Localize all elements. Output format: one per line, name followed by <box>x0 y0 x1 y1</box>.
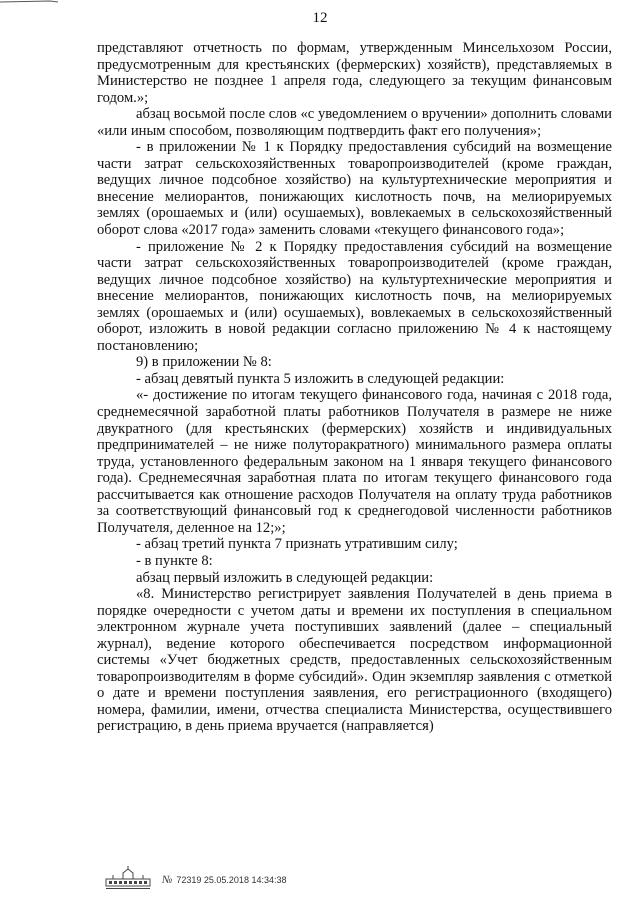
registration-stamp <box>162 874 286 886</box>
paragraph-4: - приложение № 2 к Порядку предоставления субсидий на возмещение части затрат сельскохозяйственных товаропроизводителей (кроме граждан, ведущих личное подсобное хозяйство) на культуртехнические мероприятия и внесение мелиорантов, понижающих кислотность почв, на мелиорируемых землях (орошаемых и (или) осушаемых), вовлекаемых в сельскохозяйственный оборот, изложить в новой редакции согласно приложению № 4 к настоящему постановлению; <box>97 238 612 354</box>
seal-logo-icon <box>105 866 151 890</box>
registration-footer <box>95 866 515 892</box>
registration-number-date: 72319 25.05.2018 14:34:38 <box>176 875 287 885</box>
paragraph-9: - в пункте 8: <box>136 552 213 569</box>
page-number: 12 <box>312 10 328 26</box>
paragraph-1: представляют отчетность по формам, утвержденным Минсельхозом России, предусмотренным для крестьянских (фермерских) хозяйств), представляемых в Министерство не позднее 1 апреля года, следующего за текущим финансовым годом.»; <box>97 40 612 106</box>
paragraph-6: - абзац девятый пункта 5 изложить в следующей редакции: <box>136 370 505 387</box>
number-sign: № <box>162 874 173 886</box>
paragraph-3: - в приложении № 1 к Порядку предоставления субсидий на возмещение части затрат сельскохозяйственных товаропроизводителей (кроме граждан, ведущих личное подсобное хозяйство) на культуртехнические мероприятия и внесение мелиорантов, понижающих кислотность почв, на мелиорируемых землях (орошаемых и (или) осушаемых), вовлекаемых в сельскохозяйственный оборот слова «2017 года» заменить словами «текущего финансового года»; <box>97 139 612 239</box>
paragraph-7: «- достижение по итогам текущего финансового года, начиная с 2018 года, среднемесячной заработной платы работников Получателя в размере не ниже двукратного (для крестьянских (фермерских) хозяйств и индивидуальных предпринимателей – не ниже полуторакратного) минимального размера оплаты труда, установленного федеральным законом на 1 января текущего финансового года). Среднемесячная заработная плата по итогам текущего финансового года рассчитывается как отношение расходов Получателя на оплату труда работников за соответствующий финансовый год к среднегодовой численности работников Получателя, деленное на 12;»; <box>97 387 612 536</box>
scan-edge-mark <box>0 0 60 4</box>
paragraph-10: абзац первый изложить в следующей редакции: <box>136 569 434 586</box>
paragraph-8: - абзац третий пункта 7 признать утратившим силу; <box>136 536 458 553</box>
paragraph-5: 9) в приложении № 8: <box>136 354 272 371</box>
document-body <box>97 40 612 735</box>
paragraph-11: «8. Министерство регистрирует заявления Получателей в день приема в порядке очередности с учетом даты и времени их поступления в специальном электронном журнале учета поступивших заявлений (далее – специальный журнал), ведение которого обеспечивается посредством информационной системы «Учет бюджетных средств, предоставленных сельскохозяйственным товаропроизводителям в форме субсидий». Один экземпляр заявления с отметкой о дате и времени поступления заявления, его регистрационного (входящего) номера, фамилии, имени, отчества специалиста Министерства, осуществившего регистрацию, в день приема вручается (направляется) <box>97 586 612 735</box>
paragraph-2: абзац восьмой после слов «с уведомлением о вручении» дополнить словами «или иным способом, позволяющим подтвердить факт его получения»; <box>97 106 612 139</box>
